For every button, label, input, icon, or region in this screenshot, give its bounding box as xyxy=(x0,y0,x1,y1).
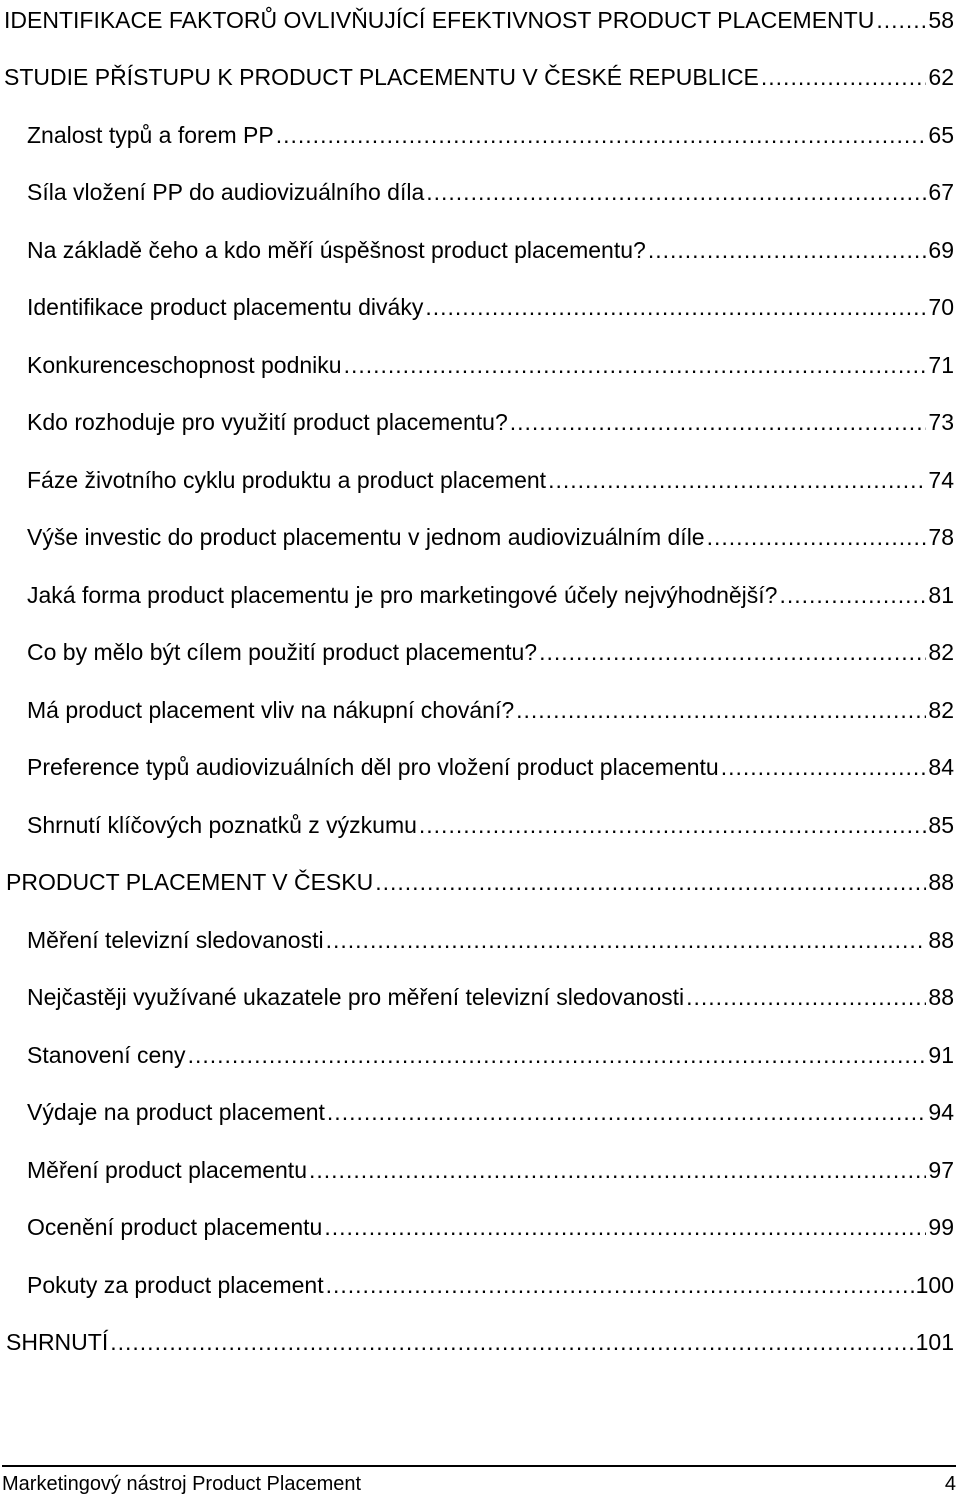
toc-entry-page: 78 xyxy=(928,524,954,550)
toc-entry-title: SHRNUTÍ xyxy=(6,1329,109,1355)
toc-dot-leader xyxy=(110,1322,913,1362)
toc-dot-leader xyxy=(276,115,927,155)
toc-entry-page: 82 xyxy=(928,639,954,665)
toc-dot-leader xyxy=(548,460,926,500)
toc-entry-page: 85 xyxy=(928,812,954,838)
toc-dot-leader xyxy=(326,1265,914,1305)
toc-entry[interactable] xyxy=(6,862,954,902)
toc-dot-leader xyxy=(324,1207,926,1247)
toc-entry[interactable] xyxy=(27,115,954,155)
toc-entry-page: 91 xyxy=(928,1042,954,1068)
toc-entry-title: Co by mělo být cílem použití product placementu? xyxy=(27,639,538,665)
toc-entry-page: 65 xyxy=(928,122,954,148)
toc-dot-leader xyxy=(326,920,927,960)
toc-dot-leader xyxy=(375,862,926,902)
toc-entry-page: 94 xyxy=(928,1099,954,1125)
toc-entry-title: Kdo rozhoduje pro využití product placementu? xyxy=(27,409,508,435)
toc-entry[interactable] xyxy=(4,0,954,40)
toc-entry[interactable] xyxy=(27,345,954,385)
toc-entry-page: 88 xyxy=(928,869,954,895)
toc-dot-leader xyxy=(686,977,926,1017)
footer-page-number: 4 xyxy=(944,1472,956,1495)
toc-dot-leader xyxy=(309,1150,926,1190)
toc-entry[interactable] xyxy=(27,517,954,557)
toc-entry[interactable] xyxy=(27,1035,954,1075)
toc-entry-page: 101 xyxy=(915,1329,954,1355)
toc-entry-page: 74 xyxy=(928,467,954,493)
toc-entry-title: Měření product placementu xyxy=(27,1157,307,1183)
toc-entry-title: Preference typů audiovizuálních děl pro vložení product placementu xyxy=(27,754,719,780)
toc-dot-leader xyxy=(648,230,927,270)
toc-entry[interactable] xyxy=(27,460,954,500)
toc-entry-page: 100 xyxy=(915,1272,954,1298)
toc-entry[interactable] xyxy=(27,1150,954,1190)
footer-document-title: Marketingový nástroj Product Placement xyxy=(2,1472,362,1495)
toc-entry-page: 97 xyxy=(928,1157,954,1183)
toc-entry-title: Shrnutí klíčových poznatků z výzkumu xyxy=(27,812,417,838)
toc-entry[interactable] xyxy=(4,57,954,97)
toc-entry-title: Ocenění product placementu xyxy=(27,1214,323,1240)
toc-entry-title: Má product placement vliv na nákupní chování? xyxy=(27,697,515,723)
toc-dot-leader xyxy=(721,747,927,787)
toc-entry[interactable] xyxy=(27,402,954,442)
toc-entry-title: Fáze životního cyklu produktu a product placement xyxy=(27,467,547,493)
toc-entry[interactable] xyxy=(27,747,954,787)
toc-entry-page: 73 xyxy=(928,409,954,435)
toc-entry[interactable] xyxy=(27,920,954,960)
toc-entry-title: Síla vložení PP do audiovizuálního díla xyxy=(27,179,425,205)
toc-entry-title: Pokuty za product placement xyxy=(27,1272,324,1298)
toc-entry-page: 58 xyxy=(928,7,954,33)
toc-entry-title: STUDIE PŘÍSTUPU K PRODUCT PLACEMENTU V ČESKÉ REPUBLICE xyxy=(4,64,759,90)
toc-entry[interactable] xyxy=(27,977,954,1017)
toc-entry-page: 70 xyxy=(928,294,954,320)
toc-entry-title: IDENTIFIKACE FAKTORŮ OVLIVŇUJÍCÍ EFEKTIVNOST PRODUCT PLACEMENTU xyxy=(4,7,875,33)
toc-entry-title: Nejčastěji využívané ukazatele pro měření televizní sledovanosti xyxy=(27,984,685,1010)
toc-entry-title: Měření televizní sledovanosti xyxy=(27,927,324,953)
toc-entry[interactable] xyxy=(27,287,954,327)
toc-dot-leader xyxy=(876,0,926,40)
toc-dot-leader xyxy=(516,690,926,730)
toc-entry[interactable] xyxy=(27,172,954,212)
toc-entry-title: Identifikace product placementu diváky xyxy=(27,294,424,320)
toc-entry[interactable] xyxy=(27,1092,954,1132)
toc-entry[interactable] xyxy=(27,575,954,615)
toc-entry-title: Stanovení ceny xyxy=(27,1042,186,1068)
toc-dot-leader xyxy=(344,345,927,385)
toc-entry-page: 84 xyxy=(928,754,954,780)
toc-entry-title: Konkurenceschopnost podniku xyxy=(27,352,342,378)
toc-entry-page: 99 xyxy=(928,1214,954,1240)
toc-entry-title: Znalost typů a forem PP xyxy=(27,122,274,148)
toc-dot-leader xyxy=(426,172,926,212)
toc-entry-page: 82 xyxy=(928,697,954,723)
toc-entry[interactable] xyxy=(27,632,954,672)
toc-entry[interactable] xyxy=(6,1322,954,1362)
toc-dot-leader xyxy=(188,1035,927,1075)
toc-entry-page: 69 xyxy=(928,237,954,263)
toc-entry[interactable] xyxy=(27,1265,954,1305)
toc-entry-page: 88 xyxy=(928,927,954,953)
toc-entry-title: PRODUCT PLACEMENT V ČESKU xyxy=(6,869,374,895)
toc-entry-page: 88 xyxy=(928,984,954,1010)
toc-entry-title: Výše investic do product placementu v jednom audiovizuálním díle xyxy=(27,524,705,550)
toc-entry-title: Jaká forma product placementu je pro marketingové účely nejvýhodnější? xyxy=(27,582,778,608)
toc-dot-leader xyxy=(779,575,926,615)
toc-entry[interactable] xyxy=(27,690,954,730)
toc-dot-leader xyxy=(425,287,926,327)
toc-entry-title: Výdaje na product placement xyxy=(27,1099,325,1125)
toc-entry-page: 67 xyxy=(928,179,954,205)
toc-entry-page: 81 xyxy=(928,582,954,608)
page-footer xyxy=(2,1465,956,1501)
toc-dot-leader xyxy=(539,632,926,672)
toc-dot-leader xyxy=(510,402,927,442)
toc-entry[interactable] xyxy=(27,1207,954,1247)
toc-entry-title: Na základě čeho a kdo měří úspěšnost product placementu? xyxy=(27,237,646,263)
toc-dot-leader xyxy=(419,805,927,845)
toc-entry[interactable] xyxy=(27,230,954,270)
toc-entry-page: 62 xyxy=(928,64,954,90)
toc-entry-page: 71 xyxy=(928,352,954,378)
toc-entry[interactable] xyxy=(27,805,954,845)
toc-dot-leader xyxy=(707,517,927,557)
toc-dot-leader xyxy=(761,57,927,97)
toc-dot-leader xyxy=(327,1092,926,1132)
